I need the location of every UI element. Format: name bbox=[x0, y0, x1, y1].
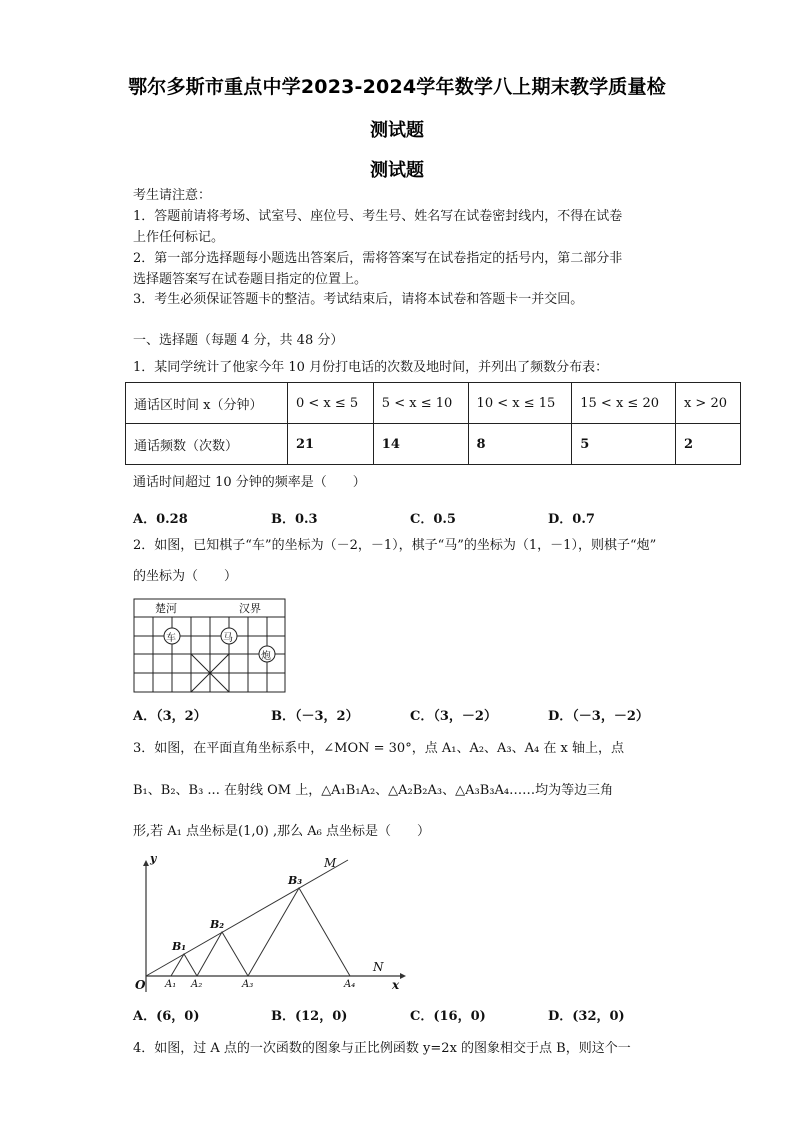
q3-option-a[interactable]: A．(6，0) bbox=[133, 1009, 200, 1024]
chess-piece-cannon: 炮 bbox=[261, 651, 271, 662]
q2-option-b[interactable]: B．（－3，2） bbox=[271, 709, 359, 724]
notice-heading: 考生请注意： bbox=[133, 188, 212, 203]
table-cell: 5 bbox=[572, 424, 676, 465]
q4-stem-line1: 4．如图，过 A 点的一次函数的图象与正比例函数 y=2x 的图象相交于点 B，则这个一 bbox=[133, 1041, 631, 1056]
q2-option-d[interactable]: D．（－3，－2） bbox=[548, 709, 649, 724]
point-a3-label: A₃ bbox=[242, 979, 254, 990]
notice-item-1: 1．答题前请将考场、试室号、座位号、考生号、姓名写在试卷密封线内，不得在试卷 bbox=[133, 209, 623, 224]
q2-option-a[interactable]: A．（3，2） bbox=[133, 709, 207, 724]
q3-option-b[interactable]: B．(12，0) bbox=[271, 1009, 348, 1024]
table-header-cell: 15 < x ≤ 20 bbox=[572, 383, 676, 424]
q1-stem: 1．某同学统计了他家今年 10 月份打电话的次数及地时间，并列出了频数分布表： bbox=[133, 360, 609, 375]
table-header-cell: 10 < x ≤ 15 bbox=[468, 383, 572, 424]
q2-stem-line2: 的坐标为（ ） bbox=[133, 569, 238, 584]
river-label-left: 楚河 bbox=[155, 602, 177, 615]
document-title: 鄂尔多斯市重点中学2023-2024学年数学八上期末教学质量检 bbox=[128, 76, 666, 98]
table-row-label: 通话频数（次数） bbox=[126, 424, 288, 465]
q3-stem-line1: 3．如图，在平面直角坐标系中，∠MON = 30°，点 A₁、A₂、A₃、A₄ 在 x 轴上，点 bbox=[133, 741, 624, 756]
q1-option-d[interactable]: D．0.7 bbox=[548, 512, 595, 527]
table-cell: 14 bbox=[373, 424, 468, 465]
q3-stem-line3: 形,若 A₁ 点坐标是(1,0) ,那么 A₆ 点坐标是（ ） bbox=[133, 824, 430, 839]
q1-option-a[interactable]: A．0.28 bbox=[133, 512, 188, 527]
table-header-row bbox=[126, 383, 741, 424]
chessboard-figure bbox=[133, 598, 287, 694]
river-label-right: 汉界 bbox=[239, 602, 261, 615]
document-subtitle-repeat: 测试题 bbox=[370, 160, 424, 181]
notice-item-3: 3．考生必须保证答题卡的整洁。考试结束后，请将本试卷和答题卡一并交回。 bbox=[133, 292, 584, 307]
table-cell: 21 bbox=[288, 424, 374, 465]
q3-option-c[interactable]: C．(16，0) bbox=[410, 1009, 486, 1024]
q1-prompt: 通话时间超过 10 分钟的频率是（ ） bbox=[133, 475, 366, 490]
table-header-cell: 5 < x ≤ 10 bbox=[373, 383, 468, 424]
table-header-cell: 0 < x ≤ 5 bbox=[288, 383, 374, 424]
table-row bbox=[126, 424, 741, 465]
notice-item-2-cont: 选择题答案写在试卷题目指定的位置上。 bbox=[133, 272, 368, 287]
coordinate-diagram bbox=[128, 852, 413, 994]
table-cell: 2 bbox=[675, 424, 740, 465]
origin-label: O bbox=[135, 978, 146, 992]
y-axis-label: y bbox=[150, 852, 157, 865]
notice-item-2: 2．第一部分选择题每小题选出答案后，需将答案写在试卷指定的括号内，第二部分非 bbox=[133, 251, 623, 266]
point-a2-label: A₂ bbox=[191, 979, 203, 990]
point-a4-label: A₄ bbox=[344, 979, 356, 990]
table-cell: 8 bbox=[468, 424, 572, 465]
q2-stem-line1: 2．如图，已知棋子“车”的坐标为（－2，－1），棋子“马”的坐标为（1，－1），则棋子“炮” bbox=[133, 538, 657, 553]
notice-item-1-cont: 上作任何标记。 bbox=[133, 230, 225, 245]
ray-label-m: M bbox=[324, 856, 337, 870]
table-header-cell: x > 20 bbox=[675, 383, 740, 424]
q3-option-d[interactable]: D．(32，0) bbox=[548, 1009, 625, 1024]
point-b1-label: B₁ bbox=[172, 940, 187, 953]
x-axis-label: x bbox=[392, 978, 400, 992]
chess-piece-chariot: 车 bbox=[166, 633, 176, 644]
document-subtitle: 测试题 bbox=[370, 120, 424, 141]
q1-option-c[interactable]: C．0.5 bbox=[410, 512, 456, 527]
point-a1-label: A₁ bbox=[165, 979, 177, 990]
table-header-cell: 通话区时间 x（分钟） bbox=[126, 383, 288, 424]
point-b2-label: B₂ bbox=[210, 918, 225, 931]
point-b3-label: B₃ bbox=[288, 874, 303, 887]
ray-label-n: N bbox=[373, 960, 384, 974]
triangles-figure bbox=[128, 852, 413, 994]
frequency-table bbox=[125, 382, 741, 465]
q3-stem-line2: B₁、B₂、B₃ ... 在射线 OM 上，△A₁B₁A₂、△A₂B₂A₃、△A₃B₃A₄……均为等边三角 bbox=[133, 783, 614, 798]
section-title: 一、选择题（每题 4 分，共 48 分） bbox=[133, 333, 344, 348]
q2-option-c[interactable]: C．（3，－2） bbox=[410, 709, 497, 724]
q1-option-b[interactable]: B．0.3 bbox=[271, 512, 318, 527]
chess-piece-horse: 马 bbox=[223, 633, 233, 644]
